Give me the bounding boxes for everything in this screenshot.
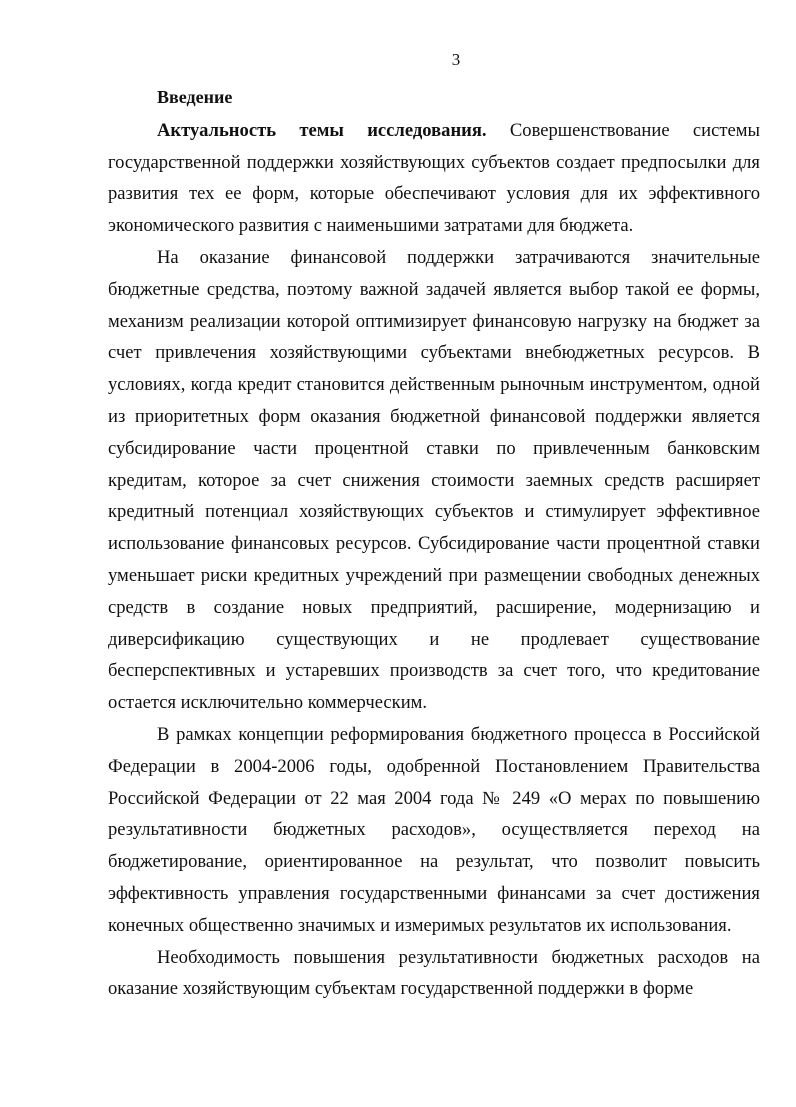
paragraph-text: На оказание финансовой поддержки затрачиваются значительные бюджетные средства, поэтому важной задачей является выбор такой ее формы, механизм реализации которой оптимизирует финансовую нагрузку на бюджет за счет привлечения хозяйствующими субъектами внебюджетных ресурсов. В условиях, когда кредит становится действенным рыночным инструментом, одной из приоритетных форм оказания бюджетной финансовой поддержки является субсидирование части процентной ставки по привлеченным банковским кредитам, которое за счет снижения стоимости заемных средств расширяет кредитный потенциал хозяйствующих субъектов и стимулирует эффективное использование финансовых ресурсов. Субсидирование части процентной ставки уменьшает риски кредитных учреждений при размещении свободных денежных средств в создание новых предприятий, расширение, модернизацию и диверсификацию существующих и не продлевает существование бесперспективных и устаревших производств за счет того, что кредитование остается исключительно коммерческим. <box>108 246 760 714</box>
paragraph-relevance <box>108 115 760 242</box>
paragraph-budget-reform <box>108 719 760 942</box>
section-heading: Введение <box>157 87 233 107</box>
paragraph-text: В рамках концепции реформирования бюджетного процесса в Российской Федерации в 2004-2006 годы, одобренной Постановлением Правительства Российской Федерации от 22 мая 2004 года № 249 «О мерах по повышению результативности бюджетных расходов», осуществляется переход на бюджетирование, ориентированное на результат, что позволит повысить эффективность управления государственными финансами за счет достижения конечных общественно значимых и измеримых результатов их использования. <box>108 723 760 936</box>
paragraph-financial-support <box>108 242 760 719</box>
page-number: 3 <box>451 50 461 69</box>
paragraph-text: Необходимость повышения результативности бюджетных расходов на оказание хозяйствующим субъектам государственной поддержки в форме <box>108 946 760 1000</box>
paragraph-necessity <box>108 942 760 1006</box>
paragraph-text: Совершенствование системы государственной поддержки хозяйствующих субъектов создает предпосылки для развития тех ее форм, которые обеспечивают условия для их эффективного экономического развития с наименьшими затратами для бюджета. <box>108 119 760 237</box>
document-body <box>108 82 760 1005</box>
paragraph-lead-title: Актуальность темы исследования. <box>157 119 487 141</box>
